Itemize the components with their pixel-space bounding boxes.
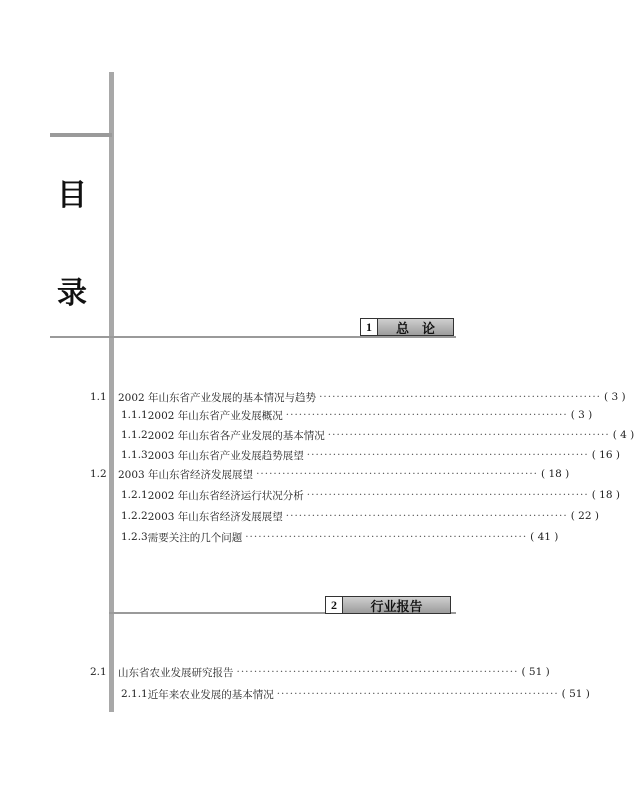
leader-dots: ·································································: [285, 510, 568, 522]
toc-entry-page: ( 18 ): [541, 468, 570, 480]
leader-dots: ·································································: [276, 688, 559, 700]
leader-dots: ·································································: [306, 489, 589, 501]
toc-entry-title: 2002 年山东省产业发展的基本情况与趋势: [118, 391, 317, 404]
toc-entry-title: 2002 年山东省各产业发展的基本情况: [147, 429, 325, 442]
toc-entry-page: ( 22 ): [570, 510, 599, 522]
leader-dots: ·································································: [256, 468, 539, 480]
toc-entry-number: 1.1.2: [121, 429, 148, 441]
toc-entry-title: 2003 年山东省产业发展趋势展望: [147, 449, 304, 462]
toc-entry[interactable]: [90, 467, 570, 481]
section-1-number: 1: [360, 318, 378, 336]
toc-entry-page: ( 51 ): [561, 688, 590, 700]
toc-entry[interactable]: [121, 509, 599, 523]
leader-dots: ·································································: [285, 409, 568, 421]
section-2-banner: [325, 596, 451, 614]
toc-entry-title: 2003 年山东省经济发展展望: [147, 510, 283, 523]
toc-entry-page: ( 51 ): [521, 666, 550, 678]
section-2-title: 行业报告: [343, 596, 451, 614]
section-1-title: 总 论: [378, 318, 454, 336]
toc-entry-title: 近年来农业发展的基本情况: [147, 688, 274, 701]
title-rule: [50, 133, 112, 137]
toc-entry-title: 山东省农业发展研究报告: [118, 666, 234, 679]
page-title-char-1: 目: [57, 178, 87, 213]
toc-entry[interactable]: [121, 530, 559, 544]
toc-entry-title: 需要关注的几个问题: [147, 531, 243, 544]
toc-entry-title: 2003 年山东省经济发展展望: [118, 468, 254, 481]
section-2-number: 2: [325, 596, 343, 614]
toc-entry-page: ( 18 ): [591, 489, 620, 501]
toc-entry-title: 2002 年山东省经济运行状况分析: [147, 489, 304, 502]
leader-dots: ·································································: [319, 391, 602, 403]
toc-entry-number: 1.2.1: [121, 489, 148, 501]
toc-entry-number: 2.1.1: [121, 688, 148, 700]
leader-dots: ·································································: [236, 666, 519, 678]
toc-entry-number: 1.2: [90, 468, 107, 480]
toc-entry-page: ( 41 ): [530, 531, 559, 543]
toc-entry-number: 1.1.3: [121, 449, 148, 461]
leader-dots: ·································································: [306, 449, 589, 461]
toc-entry-number: 1.1.1: [121, 409, 148, 421]
toc-entry[interactable]: [121, 428, 634, 442]
toc-entry-page: ( 4 ): [612, 429, 634, 441]
toc-entry-number: 1.2.3: [121, 531, 148, 543]
vertical-rule: [109, 72, 114, 712]
toc-entry[interactable]: [121, 448, 620, 462]
toc-entry-number: 1.2.2: [121, 510, 148, 522]
page-title-char-2: 录: [57, 276, 87, 311]
toc-entry-page: ( 3 ): [570, 409, 593, 421]
toc-entry[interactable]: [90, 665, 550, 679]
toc-entry-number: 1.1: [90, 391, 107, 403]
toc-entry-title: 2002 年山东省产业发展概况: [147, 409, 283, 422]
leader-dots: ·································································: [245, 531, 528, 543]
section-1-banner: [360, 318, 454, 336]
toc-entry-number: 2.1: [90, 666, 107, 678]
toc-entry[interactable]: [121, 408, 593, 422]
toc-entry[interactable]: [90, 390, 626, 404]
toc-entry-page: ( 3 ): [604, 391, 626, 403]
toc-entry[interactable]: [121, 488, 620, 502]
toc-entry-page: ( 16 ): [591, 449, 620, 461]
toc-entry[interactable]: [121, 687, 590, 701]
leader-dots: ·································································: [327, 429, 610, 441]
